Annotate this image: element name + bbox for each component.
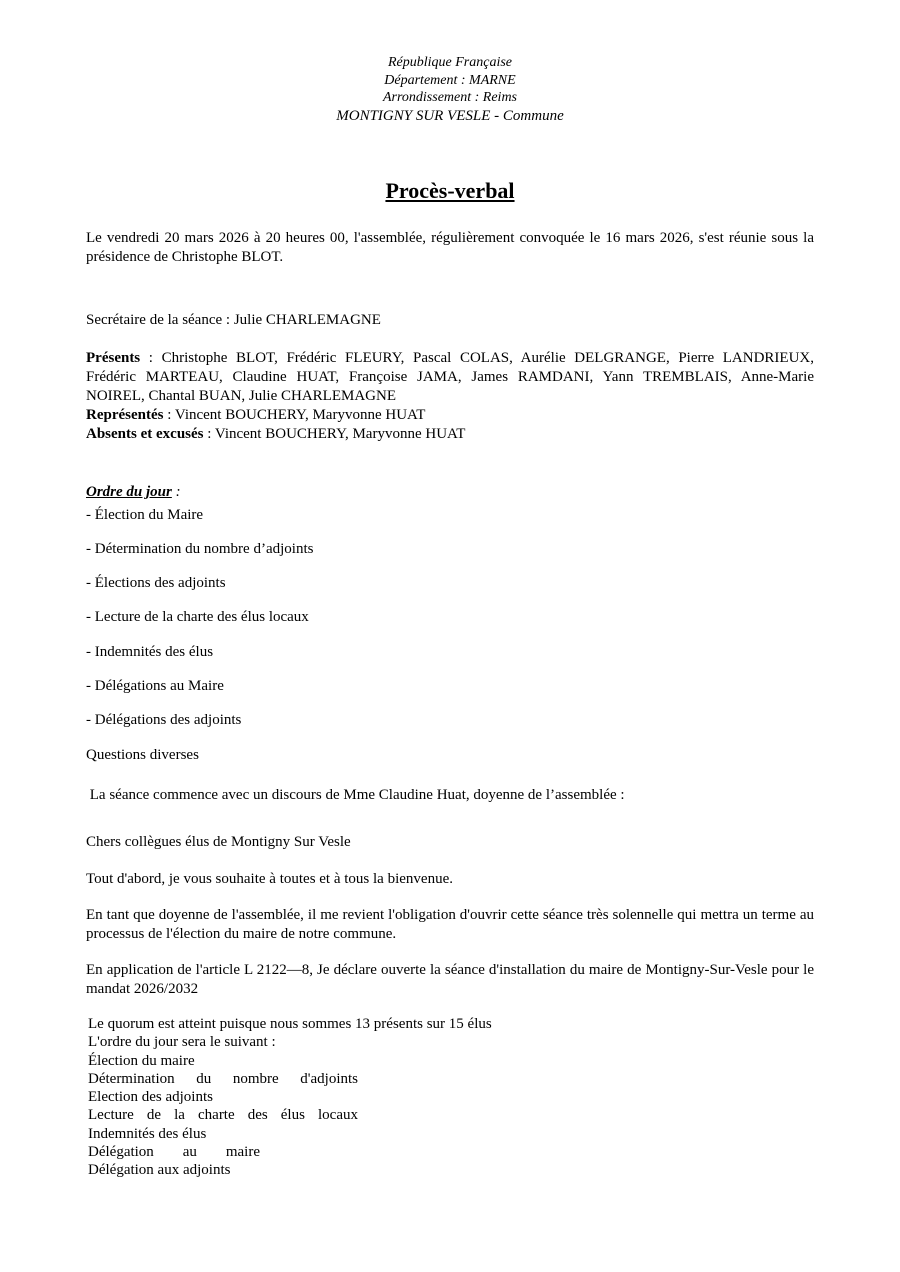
speech-opening: En tant que doyenne de l'assemblée, il me revient l'obligation d'ouvrir cette séance très solennelle qui mettra un terme au processus de l'élection du maire de notre commune. [86,907,814,942]
agenda-item: - Délégations des adjoints [86,712,242,728]
order-item: Élection du maire [88,1052,195,1069]
order-item: Indemnités des élus [88,1125,207,1142]
header-arrondissement: Arrondissement : Reims [382,90,518,105]
word: nombre [232,1070,279,1087]
order-item [88,1143,260,1161]
word: des [247,1107,268,1124]
order-item [88,1106,358,1124]
order-item: Délégation aux adjoints [88,1162,231,1179]
word: maire [225,1144,260,1161]
word: locaux [318,1107,358,1124]
word: charte [198,1107,235,1124]
represented-label: Représentés [86,407,164,423]
word: la [174,1107,185,1124]
represented-names: : Vincent BOUCHERY, Maryvonne HUAT [163,407,426,423]
present-names: : Christophe BLOT, Frédéric FLEURY, Pascal COLAS, Aurélie DELGRANGE, Pierre LANDRIEUX, Frédéric MARTEAU, Claudine HUAT, Françoise JAMA, James RAMDANI, Yann TREMBLAIS, Anne-Marie NOIREL, Chantal BUAN, Julie CHARLEMAGNE [86,350,814,404]
word: au [182,1144,197,1161]
agenda-item: - Indemnités des élus [86,644,214,660]
word: Délégation [88,1144,154,1161]
word: Détermination [88,1070,175,1087]
agenda-item: - Élections des adjoints [86,575,226,591]
header-department: Département : MARNE [384,72,516,88]
order-intro: L'ordre du jour sera le suivant : [88,1034,276,1051]
absent-line [86,425,814,444]
intro-paragraph: Le vendredi 20 mars 2026 à 20 heures 00, l'assemblée, régulièrement convoquée le 16 mars 2026, s'est réunie sous la présidence de Christophe BLOT. [86,230,814,265]
present-label: Présents [86,350,141,366]
secretary-line: Secrétaire de la séance : Julie CHARLEMAGNE [86,312,381,328]
header-republic: République Française [387,55,513,70]
word: de [146,1107,162,1124]
agenda-item: - Détermination du nombre d’adjoints [86,541,314,557]
agenda-heading [86,483,814,502]
word: d'adjoints [300,1070,358,1087]
absent-names: : Vincent BOUCHERY, Maryvonne HUAT [203,426,466,442]
agenda-item: - Délégations au Maire [86,678,224,694]
agenda-heading-suffix: : [171,484,181,500]
document-page [86,0,814,1272]
agenda-misc: Questions diverses [86,747,199,763]
header-commune: MONTIGNY SUR VESLE - Commune [336,107,564,124]
order-item-spread [88,1070,358,1088]
order-item-spread [88,1106,358,1124]
order-item [88,1070,358,1088]
speech-article: En application de l'article L 2122—8, Je déclare ouverte la séance d'installation du maire de Montigny-Sur-Vesle pour le mandat 2026/2032 [86,962,814,997]
quorum-line: Le quorum est atteint puisque nous sommes 13 présents sur 15 élus [88,1016,492,1032]
agenda-heading-label: Ordre du jour [86,484,172,500]
speech-welcome: Tout d'abord, je vous souhaite à toutes et à tous la bienvenue. [86,871,453,887]
document-header [86,54,814,125]
word: élus [280,1107,305,1124]
speech-salutation: Chers collègues élus de Montigny Sur Vesle [86,834,351,850]
agenda-item: - Lecture de la charte des élus locaux [86,609,309,625]
absent-label: Absents et excusés [86,426,204,442]
present-line [86,349,814,406]
order-block [88,1015,492,1180]
agenda-item: - Élection du Maire [86,507,204,523]
order-item: Election des adjoints [88,1089,213,1106]
attendance-block [86,349,814,444]
represented-line [86,406,814,425]
word: du [196,1070,212,1087]
page-title: Procès-verbal [385,178,515,203]
word: Lecture [88,1107,134,1124]
speech-intro: La séance commence avec un discours de Mme Claudine Huat, doyenne de l’assemblée : [86,787,625,803]
order-item-spread [88,1143,260,1161]
